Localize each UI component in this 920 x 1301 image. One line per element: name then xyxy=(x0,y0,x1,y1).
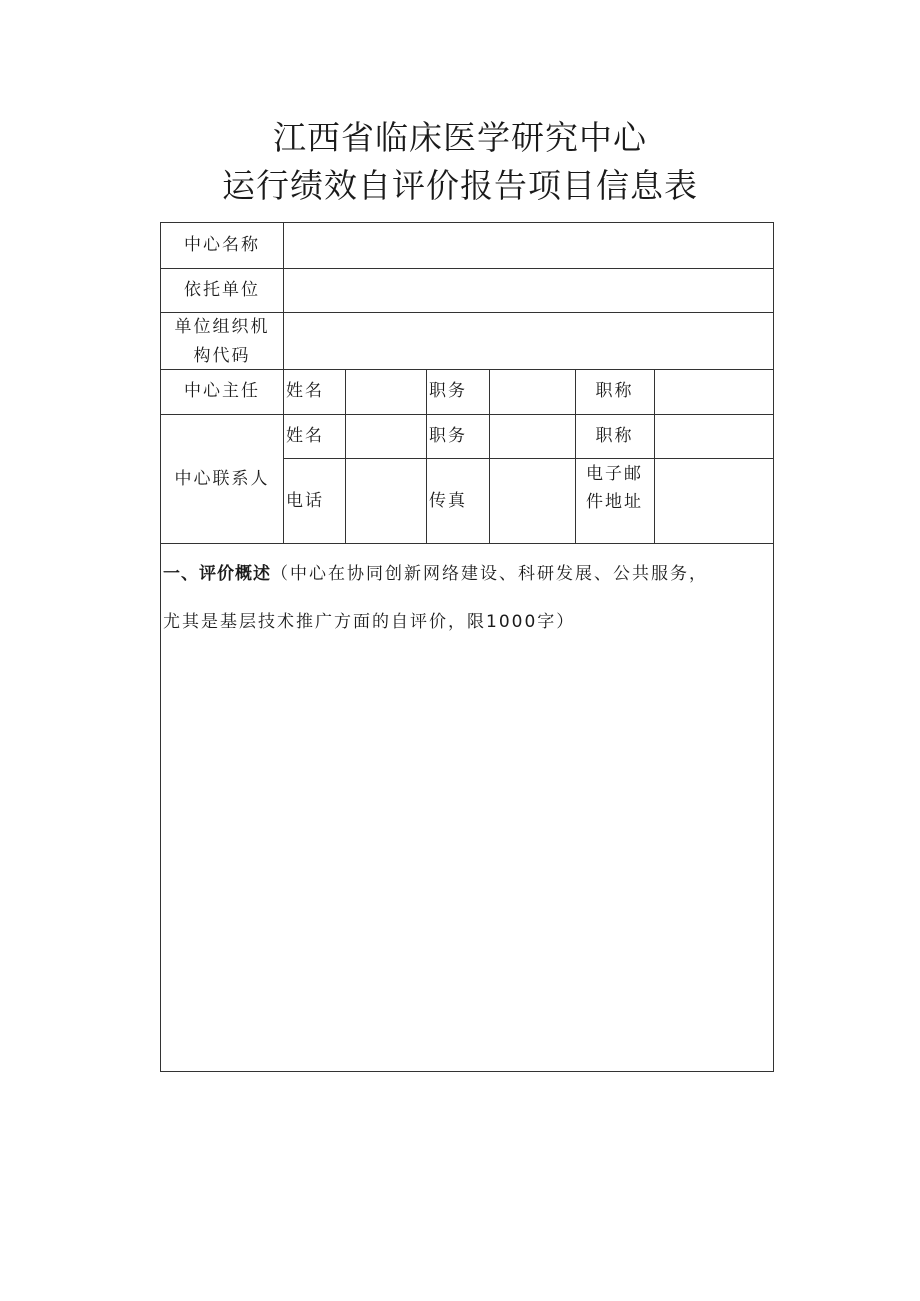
section-note-line1: （中心在协同创新网络建设、科研发展、公共服务， xyxy=(271,564,708,584)
contact-position-label: 职务 xyxy=(429,426,467,446)
host-unit-label: 依托单位 xyxy=(184,280,260,300)
director-name-field[interactable] xyxy=(347,371,425,413)
row-divider xyxy=(283,458,773,459)
row-divider xyxy=(161,312,773,313)
org-code-label-line1: 单位组织机 xyxy=(174,317,270,337)
contact-email-label-line2: 件地址 xyxy=(586,492,643,512)
column-divider xyxy=(654,369,655,543)
document-title-line1: 江西省临床医学研究中心 xyxy=(273,118,647,157)
contact-fax-label: 传真 xyxy=(429,491,467,511)
contact-label: 中心联系人 xyxy=(174,469,270,489)
contact-phone-field[interactable] xyxy=(347,460,425,542)
center-name-field[interactable] xyxy=(285,225,771,267)
director-title-label: 职称 xyxy=(595,381,634,401)
contact-email-field[interactable] xyxy=(656,460,771,542)
contact-position-field[interactable] xyxy=(491,416,574,457)
host-unit-field[interactable] xyxy=(285,270,771,311)
director-position-field[interactable] xyxy=(491,371,574,413)
column-divider xyxy=(489,369,490,543)
contact-name-field[interactable] xyxy=(347,416,425,457)
contact-phone-label: 电话 xyxy=(286,491,324,511)
director-position-label: 职务 xyxy=(429,381,467,401)
director-title-field[interactable] xyxy=(656,371,771,413)
contact-fax-field[interactable] xyxy=(491,460,574,542)
info-form-table xyxy=(160,222,774,1072)
row-divider xyxy=(161,414,773,415)
row-divider xyxy=(161,543,773,544)
section-note-line2: 尤其是基层技术推广方面的自评价，限1000字） xyxy=(163,612,576,632)
org-code-label-line2: 构代码 xyxy=(193,346,251,366)
org-code-field[interactable] xyxy=(285,314,771,368)
contact-email-label-line1: 电子邮 xyxy=(586,464,643,484)
column-divider xyxy=(283,223,284,543)
director-name-label: 姓名 xyxy=(286,381,324,401)
director-label: 中心主任 xyxy=(184,381,260,401)
document-title-line2: 运行绩效自评价报告项目信息表 xyxy=(222,166,698,205)
section-evaluation-summary-heading xyxy=(163,566,763,583)
section-heading: 一、评价概述 xyxy=(163,564,271,584)
center-name-label: 中心名称 xyxy=(184,235,260,255)
column-divider xyxy=(345,369,346,543)
column-divider xyxy=(426,369,427,543)
contact-title-field[interactable] xyxy=(656,416,771,457)
contact-name-label: 姓名 xyxy=(286,426,324,446)
evaluation-summary-textarea[interactable] xyxy=(163,643,771,1069)
contact-title-label: 职称 xyxy=(595,426,634,446)
row-divider xyxy=(161,369,773,370)
row-divider xyxy=(161,268,773,269)
